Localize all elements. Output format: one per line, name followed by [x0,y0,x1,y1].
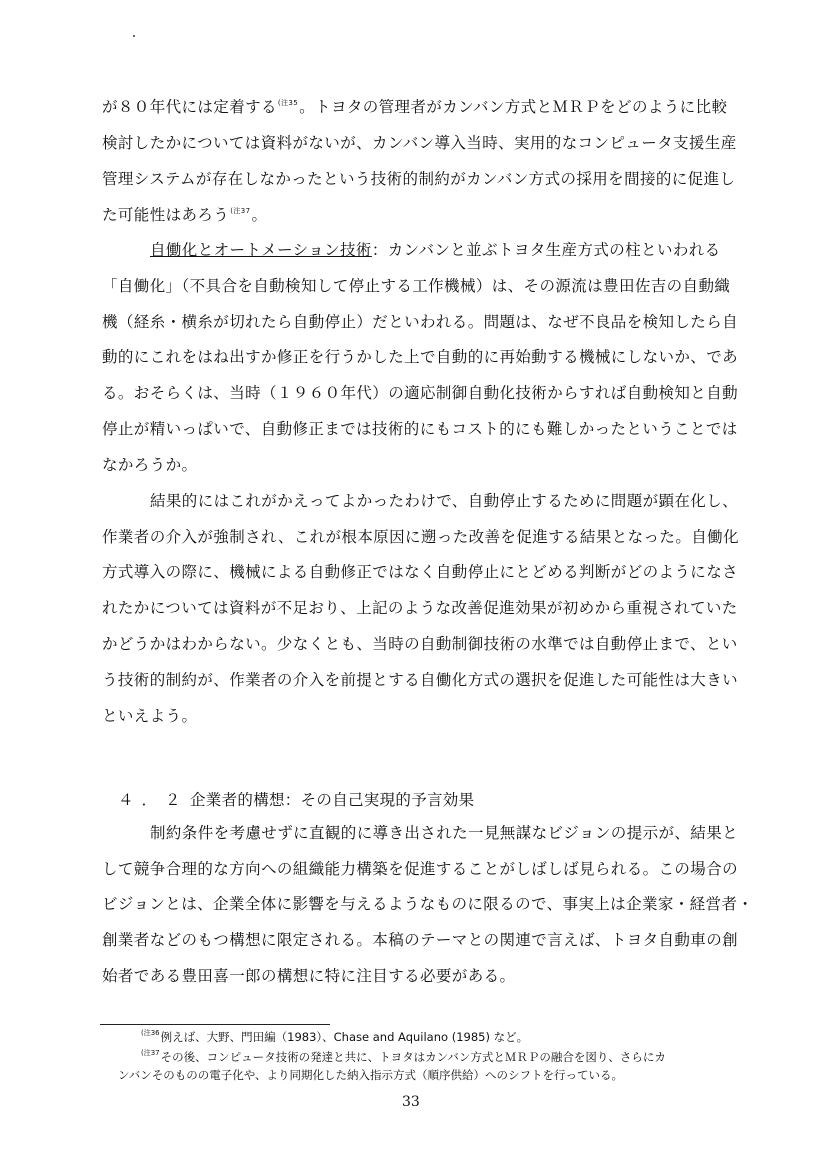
section-heading [118,788,474,810]
para2-line2: 「自働化」（不具合を自動検知して停止する工作機械）は、その源流は豊田佐吉の自動織 [102,277,731,295]
para3-line6: う技術的制約が、作業者の介入を前提とする自働化方式の選択を促進した可能性は大きい [102,671,739,689]
footnote-ref-37: (注37 [230,207,251,215]
footnote-separator [100,1024,330,1025]
footnote-37-line1: $^{(注37}$その後、コンピュータ技術の発達と共に、トヨタはカンバン方式とＭＲＰの融合を図り、さらにカ [141,1049,666,1064]
para1-line1: が８０年代には定着する$^{(注35}$。トヨタの管理者がカンバン方式とＭＲＰをどのように比較 [102,98,728,116]
para1-line3: 管理システムが存在しなかったという技術的制約がカンバン方式の採用を間接的に促進し [102,170,736,188]
para4-line4: 創業者などのもつ構想に限定される。本稿のテーマとの関連で言えば、トヨタ自動車の創 [102,931,739,949]
para3-line5: かどうかはわからない。少なくとも、当時の自動制御技術の水準では自動停止まで、とい [102,635,738,653]
para2-line5: る。おそらくは、当時（１９６０年代）の適応制御自動化技術からすれば自動検知と自動 [102,384,739,402]
para3-line7: といえよう。 [102,707,198,725]
para2-line1: 自働化とオートメーション技術：カンバンと並ぶトヨタ生産方式の柱といわれる [150,241,721,259]
footnote-36: $^{(注36}$例えば、大野、門田編（1983）、Chase and Aquilano (1985) など。 [141,1029,529,1044]
para4-line5: 始者である豊田喜一郎の構想に特に注目する必要がある。 [102,967,516,985]
section-number: ４．２ [118,791,189,809]
para2-lead: 自働化とオートメーション技術 [150,241,372,259]
para4-line1: 制約条件を考慮せずに直観的に導き出された一見無謀なビジョンの提示が、結果と [150,824,738,842]
para1-line4: た可能性はあろう$^{(注37}$。 [102,206,268,224]
para3-line4: れたかについては資料が不足おり、上記のような改善促進効果が初めから重視されていた [102,599,738,617]
para3-line3: 方式導入の際に、機械による自動修正ではなく自動停止にとどめる判断がどのようになさ [102,563,739,581]
section-title: 企業者的構想：その自己実現的予言効果 [190,791,475,809]
para2-line6: 停止が精いっぱいで、自動修正までは技術的にもコスト的にも難しかったということでは [102,420,738,438]
para2-line3: 機（経糸・横糸が切れたら自動停止）だといわれる。問題は、なぜ不良品を検知したら自 [102,313,739,331]
para3-line1: 結果的にはこれがかえってよかったわけで、自動停止するために問題が顕在化し、 [150,492,738,510]
footnote-37-line2: ンバンそのものの電子化や、より同期化した納入指示方式（順序供給）へのシフトを行っている。 [118,1068,623,1082]
para3-line2: 作業者の介入が強制され、これが根本原因に遡った改善を促進する結果となった。自働化 [102,528,739,546]
para4-line3: ビジョンとは、企業全体に影響を与えるようなものに限るので、事実上は企業家・経営者・ [102,895,754,913]
scan-speck [133,35,135,37]
para1-line2: 検討したかについては資料がないが、カンバン導入当時、実用的なコンピュータ支援生産 [102,134,737,152]
para2-line4: 動的にこれをはね出すか修正を行うかした上で自動的に再始動する機械にしないか、であ [102,348,739,366]
footnote-ref-35: (注35 [277,99,299,107]
para4-line2: して競争合理的な方向への組織能力構築を促進することがしばしば見られる。この場合の [102,860,739,878]
para2-line7: なかろうか。 [102,456,198,474]
page-number: 33 [402,1094,420,1110]
